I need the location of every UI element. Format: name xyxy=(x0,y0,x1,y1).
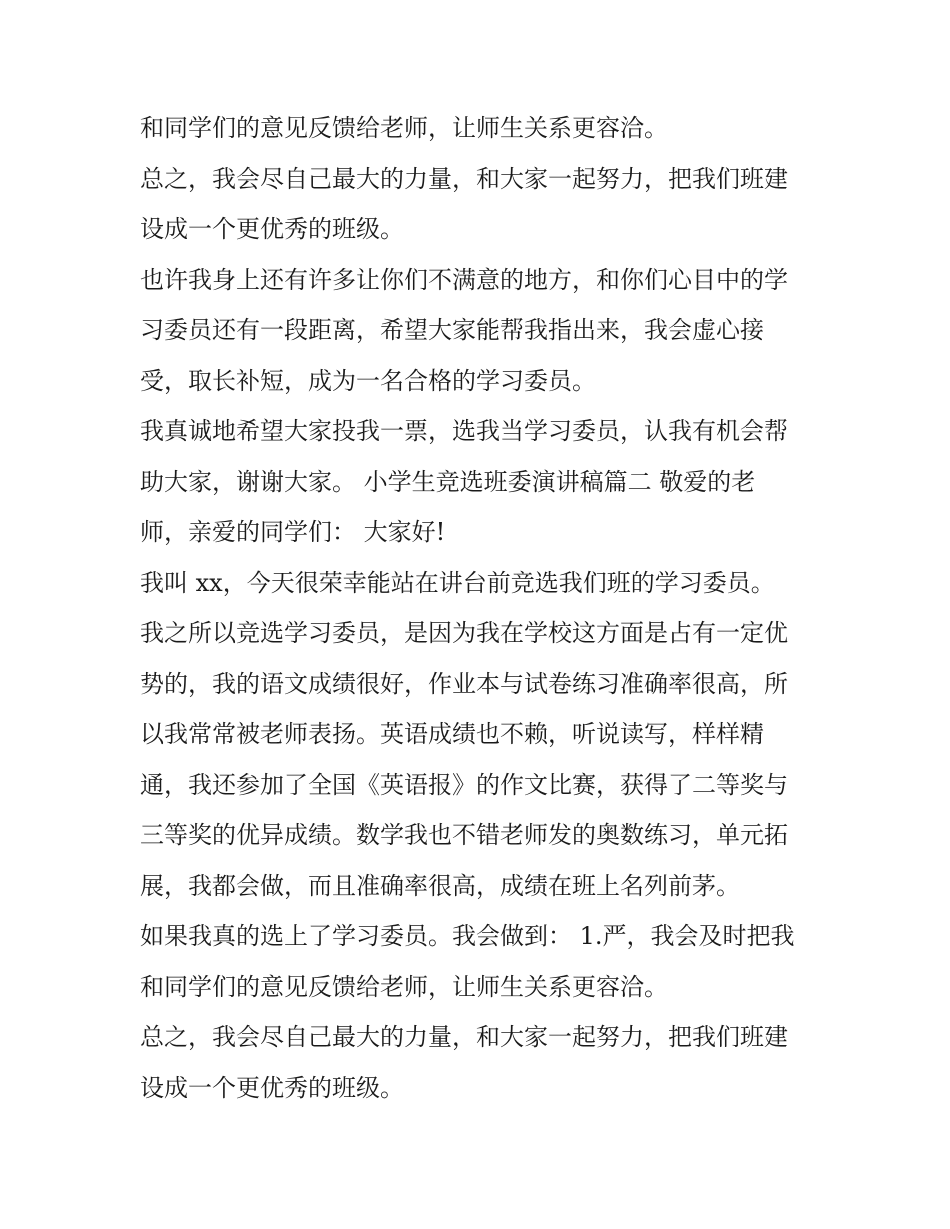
text-line: 设成一个更优秀的班级。 xyxy=(140,215,404,243)
text-line: 通，我还参加了全国《英语报》的作文比赛，获得了二等奖与 xyxy=(140,770,788,799)
text-line: 和同学们的意见反馈给老师，让师生关系更容洽。 xyxy=(140,114,668,142)
text-line: 三等奖的优异成绩。数学我也不错老师发的奥数练习，单元拓 xyxy=(140,821,788,849)
text-line: 以我常常被老师表扬。英语成绩也不赖，听说读写，样样精 xyxy=(140,720,764,748)
text-line: 总之，我会尽自己最大的力量，和大家一起努力，把我们班建 xyxy=(140,1023,788,1051)
text-line: 展，我都会做，而且准确率很高，成绩在班上名列前茅。 xyxy=(140,871,740,900)
text-line: 师，亲爱的同学们： 大家好! xyxy=(140,518,446,546)
document-body xyxy=(140,103,820,1113)
text-line: 受，取长补短，成为一名合格的学习委员。 xyxy=(140,366,596,395)
text-line: 也许我身上还有许多让你们不满意的地方，和你们心目中的学 xyxy=(140,265,788,294)
text-line: 助大家，谢谢大家。 小学生竞选班委演讲稿篇二 敬爱的老 xyxy=(140,467,756,496)
text-line: 我叫 xx，今天很荣幸能站在讲台前竞选我们班的学习委员。 xyxy=(140,568,775,597)
text-line: 如果我真的选上了学习委员。我会做到： 1.严，我会及时把我 xyxy=(140,922,795,950)
text-line: 势的，我的语文成绩很好，作业本与试卷练习准确率很高，所 xyxy=(140,669,788,698)
text-line: 总之，我会尽自己最大的力量，和大家一起努力，把我们班建 xyxy=(140,164,788,193)
text-line: 我之所以竞选学习委员，是因为我在学校这方面是占有一定优 xyxy=(140,619,788,647)
text-line: 设成一个更优秀的班级。 xyxy=(140,1073,404,1102)
text-line: 我真诚地希望大家投我一票，选我当学习委员，认我有机会帮 xyxy=(140,417,788,445)
text-line: 和同学们的意见反馈给老师，让师生关系更容洽。 xyxy=(140,972,668,1001)
text-line: 习委员还有一段距离，希望大家能帮我指出来，我会虚心接 xyxy=(140,316,764,344)
